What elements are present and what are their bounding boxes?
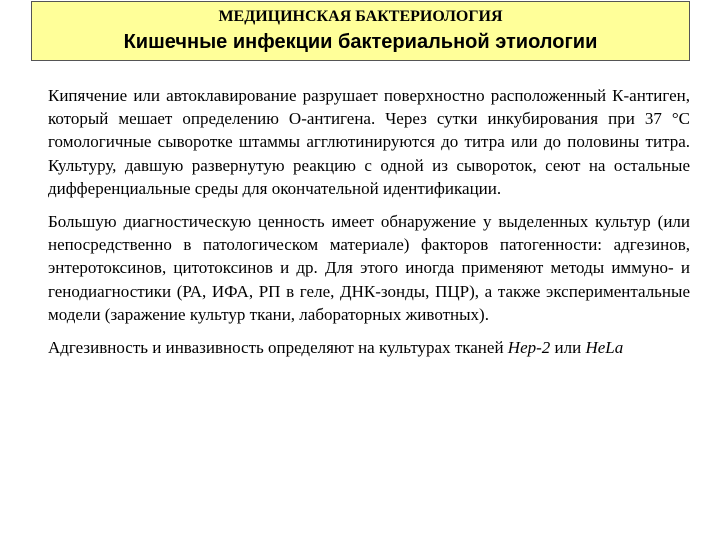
paragraph-pathogenicity-factors: Большую диагностическую ценность имеет обнаружение у выделенных культур (или непосредственно в патологическом материале) факторов патогенности: адгезинов, энтеротоксинов, цитотоксинов и др. Для этого иногда применяют методы иммуно- и генодиагностики (РА, ИФА, РП в геле, ДНК-зонды, ПЦР), а также экспериментальные модели (заражение культур ткани, лабораторных животных). — [48, 212, 690, 324]
paragraph-adhesiveness — [48, 336, 690, 359]
slide-header — [31, 1, 690, 61]
cell-line-hela: HeLa — [585, 338, 624, 358]
slide-title: Кишечные инфекции бактериальной этиологии — [123, 31, 598, 53]
paragraph-adhesiveness-text: Адгезивность и инвазивность определяют на культурах тканей — [48, 338, 508, 358]
cell-line-hep2: Hep-2 — [507, 338, 551, 358]
conjunction-or: или — [550, 338, 586, 358]
paragraph-serotyping: Кипячение или автоклавирование разрушает поверхностно расположенный К-антиген, который мешает определению О-антигена. Через сутки инкубирования при 37 °С гомологичные сыворотке штаммы агглютинируются до титра или до половины титра. Культуру, давшую развернутую реакцию с одной из сывороток, сеют на остальные дифференциальные среды для окончательной идентификации. — [48, 86, 690, 198]
subject-heading: МЕДИЦИНСКАЯ БАКТЕРИОЛОГИЯ — [218, 8, 503, 25]
slide-body — [48, 84, 690, 369]
